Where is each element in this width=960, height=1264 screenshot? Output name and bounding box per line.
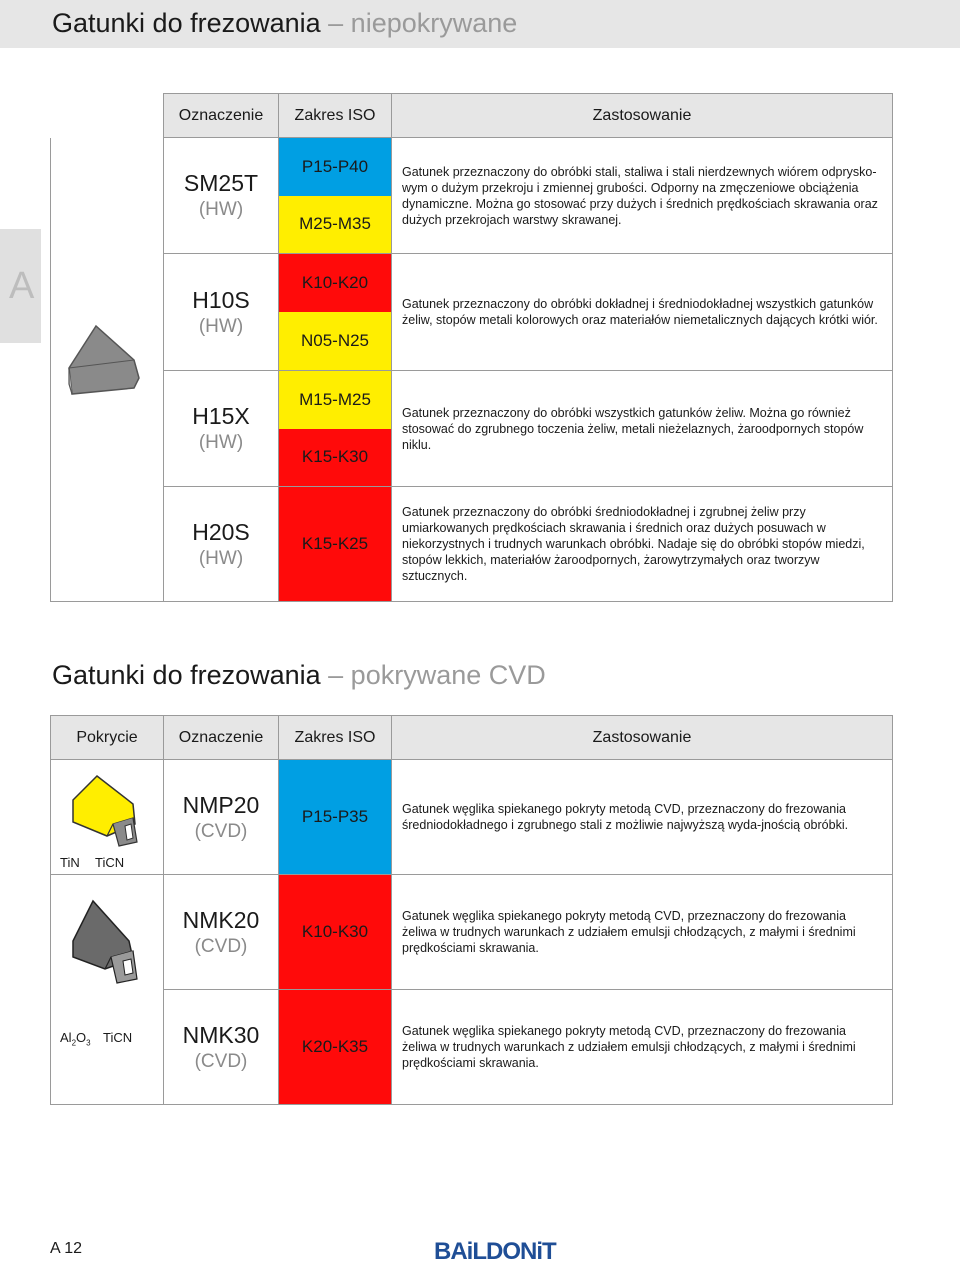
illustration-cell xyxy=(51,138,164,254)
table-row xyxy=(51,371,893,487)
iso-cell xyxy=(279,138,392,254)
coating-cell xyxy=(51,760,164,875)
table-row xyxy=(51,138,893,254)
section1-title xyxy=(52,8,517,39)
iso-range: K20-K35 xyxy=(279,990,392,1105)
table-row xyxy=(51,990,893,1105)
page-number: A 12 xyxy=(50,1240,83,1257)
svg-text:BAiLDONiT: BAiLDONiT xyxy=(434,1238,556,1264)
table-uncoated xyxy=(50,93,893,602)
description: Gatunek przeznaczony do obróbki wszystkich gatunków żeliw. Można go również stosować do zgrubnego toczenia żeliw, metali nieżelaznych, żaroodpornych stopów niklu. xyxy=(392,371,893,487)
grade-sub: (CVD) xyxy=(194,1050,248,1072)
iso-cell xyxy=(279,254,392,371)
grade-sub: (HW) xyxy=(198,432,244,453)
table-row xyxy=(51,760,893,875)
section2-title xyxy=(52,660,546,691)
description: Gatunek węglika spiekanego pokryty metodą CVD, przeznaczony do frezowania żeliwa w trudnych warunkach z udziałem emulsji chłodzących, z małymi i średnimi prędkościami skrawania. xyxy=(392,990,893,1105)
section2-title-main: Gatunki do frezowania xyxy=(52,660,321,690)
iso-range: K10-K30 xyxy=(279,875,392,990)
iso-range: M15-M25 xyxy=(279,371,391,429)
header-oznaczenie: Oznaczenie xyxy=(164,94,279,138)
description: Gatunek przeznaczony do obróbki średniodokładnej i zgrubnej żeliw przy umiarkowanych prędkościach skrawania i średnich oraz dużych posuwach w niekorzystnych i trudnych warunkach obróbki. Nadaje się do obróbki stopów miedzi, stopów lekkich, materiałów żaroodpornych, żarowytrzymałych oraz tworzyw sztucznych. xyxy=(392,487,893,602)
description: Gatunek węglika spiekanego pokryty metodą CVD, przeznaczony do frezowania średniodokładnego i zgrubnego stali z możliwie najwyższą wyda-jnością obróbki. xyxy=(392,760,893,875)
code-cell xyxy=(164,990,279,1105)
iso-range: K15-K25 xyxy=(279,487,392,602)
iso-range: M25-M35 xyxy=(279,196,391,254)
code-cell xyxy=(164,760,279,875)
illustration-cell xyxy=(51,371,164,487)
illustration-cell xyxy=(51,254,164,371)
insert-illustration-yellow xyxy=(67,772,153,852)
iso-range: K10-K20 xyxy=(279,254,391,312)
grade-code: H15X xyxy=(192,403,250,429)
grade-code: NMK20 xyxy=(182,906,260,933)
iso-range: P15-P35 xyxy=(279,760,392,875)
code-cell xyxy=(164,254,279,371)
section1-title-dash: – niepokrywane xyxy=(320,8,518,38)
description: Gatunek przeznaczony do obróbki stali, staliwa i stali nierdzewnych wiórem odprysko-wym o dużym przekroju i zmiennej grubości. Odporny na zmęczeniowe obciążenia dynamiczne. Można go stosować przy dużych i średnich prędkościach skrawania oraz dużych przekrojach warstwy skrawanej. xyxy=(392,138,893,254)
grade-sub: (HW) xyxy=(198,315,244,337)
coating-cell xyxy=(51,990,164,1105)
baildonit-logo xyxy=(434,1236,556,1264)
description: Gatunek przeznaczony do obróbki dokładnej i średniodokładnej wszystkich gatunków żeliw, stopów metali kolorowych oraz materiałów niemetalicznych dających krótki wiór. xyxy=(392,254,893,371)
coating-label: TiN xyxy=(60,855,80,870)
header-oznaczenie: Oznaczenie xyxy=(164,716,279,760)
header-zakres-iso: Zakres ISO xyxy=(279,716,392,760)
code-cell xyxy=(164,487,279,602)
grade-code: H10S xyxy=(192,286,250,313)
grade-sub: (HW) xyxy=(198,547,244,569)
coating-label: TiCN xyxy=(103,1029,133,1045)
coating-cell xyxy=(51,875,164,990)
coating-label: TiCN xyxy=(95,855,125,870)
header-pokrycie: Pokrycie xyxy=(51,716,164,760)
iso-cell xyxy=(279,371,392,487)
table-row xyxy=(51,254,893,371)
description: Gatunek węglika spiekanego pokryty metodą CVD, przeznaczony do frezowania żeliwa w trudnych warunkach z udziałem emulsji chłodzących, z małymi i średnimi prędkościami skrawania. xyxy=(392,875,893,990)
grade-code: NMP20 xyxy=(182,791,260,818)
iso-range: N05-N25 xyxy=(279,312,391,370)
header-empty xyxy=(51,94,164,138)
grade-sub: (CVD) xyxy=(194,820,248,842)
grade-code: SM25T xyxy=(183,170,259,196)
side-tab-letter: A xyxy=(9,265,35,307)
header-zastosowanie: Zastosowanie xyxy=(392,716,893,760)
illustration-cell xyxy=(51,487,164,602)
section1-title-main: Gatunki do frezowania xyxy=(52,8,321,38)
header-zakres-iso: Zakres ISO xyxy=(279,94,392,138)
coating-label: $Al_2O_3$ xyxy=(60,1029,91,1048)
section2-title-dash: – pokrywane CVD xyxy=(320,660,546,690)
table-coated xyxy=(50,715,893,1105)
iso-range: K15-K30 xyxy=(279,429,391,487)
side-tab xyxy=(0,229,41,343)
grade-code: NMK30 xyxy=(182,1021,260,1048)
header-zastosowanie: Zastosowanie xyxy=(392,94,893,138)
grade-code: H20S xyxy=(192,518,250,545)
iso-range: P15-P40 xyxy=(279,138,391,196)
table-row xyxy=(51,875,893,990)
code-cell xyxy=(164,371,279,487)
grade-sub: (HW) xyxy=(198,199,244,220)
table-row xyxy=(51,487,893,602)
grade-sub: (CVD) xyxy=(194,935,248,957)
code-cell xyxy=(164,875,279,990)
code-cell xyxy=(164,138,279,254)
